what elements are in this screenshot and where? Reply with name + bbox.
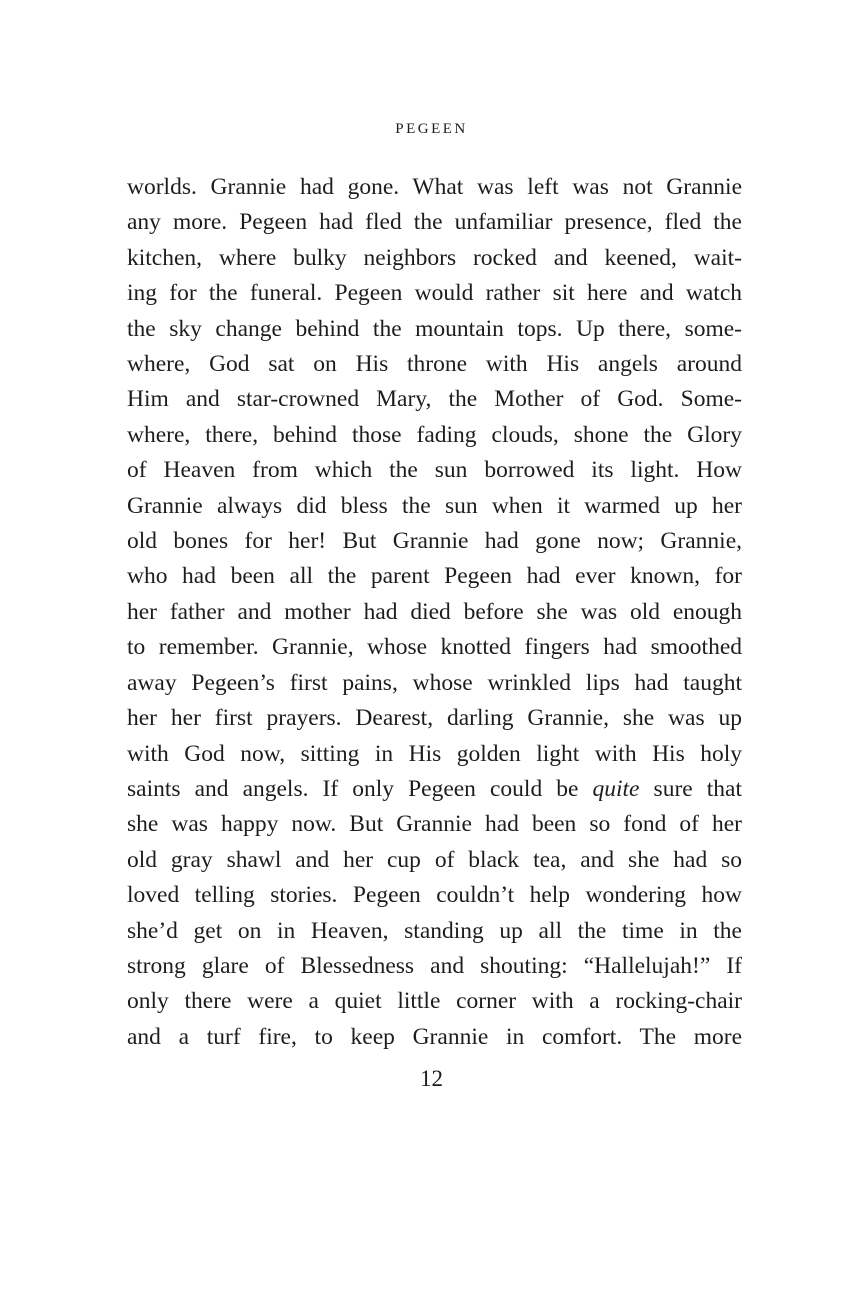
text-segment: old gray shawl and her cup of black tea, and she had so: [127, 846, 742, 873]
text-segment: any more. Pegeen had fled the unfamiliar presence, fled the: [127, 209, 742, 236]
text-line: [127, 595, 742, 630]
text-line: [127, 949, 742, 984]
text-segment: of Heaven from which the sun borrowed its light. How: [127, 457, 742, 484]
text-segment: kitchen, where bulky neighbors rocked and keened, wait-: [127, 244, 742, 271]
body-text: [127, 170, 742, 1055]
text-line: [127, 807, 742, 842]
text-segment: where, there, behind those fading clouds, shone the Glory: [127, 421, 742, 448]
running-head: PEGEEN: [395, 121, 468, 137]
text-line: [127, 878, 742, 913]
text-segment: her father and mother had died before she was old enough: [127, 598, 742, 625]
text-segment: she was happy now. But Grannie had been so fond of her: [127, 811, 742, 838]
text-segment: old bones for her! But Grannie had gone now; Grannie,: [127, 528, 742, 555]
text-line: [127, 772, 742, 807]
text-line: [127, 984, 742, 1019]
text-segment: Him and star-crowned Mary, the Mother of God. Some-: [127, 386, 742, 413]
text-segment: who had been all the parent Pegeen had ever known, for: [127, 563, 742, 590]
text-line: [127, 914, 742, 949]
text-line: [127, 170, 742, 205]
text-segment: with God now, sitting in His golden light with His holy: [127, 740, 742, 767]
text-segment: sure that: [639, 775, 742, 802]
text-segment: to remember. Grannie, whose knotted fingers had smoothed: [127, 634, 742, 661]
text-segment: worlds. Grannie had gone. What was left was not Grannie: [127, 174, 742, 200]
text-segment: the sky change behind the mountain tops. Up there, some-: [127, 315, 742, 342]
italic-text: quite: [592, 775, 640, 802]
text-segment: saints and angels. If only Pegeen could be: [127, 775, 593, 802]
text-line: [127, 205, 742, 240]
text-segment: where, God sat on His throne with His angels around: [127, 351, 742, 378]
text-line: [127, 737, 742, 772]
text-line: [127, 382, 742, 417]
text-segment: away Pegeen’s first pains, whose wrinkled lips had taught: [127, 669, 742, 696]
text-segment: she’d get on in Heaven, standing up all the time in the: [127, 917, 742, 944]
text-line: [127, 701, 742, 736]
text-line: [127, 276, 742, 311]
text-line: [127, 843, 742, 878]
text-line: [127, 241, 742, 276]
page-number: 12: [420, 1066, 443, 1091]
text-line: [127, 559, 742, 594]
text-line: [127, 630, 742, 665]
text-line: [127, 418, 742, 453]
text-line: [127, 489, 742, 524]
text-segment: only there were a quiet little corner with a rocking-chair: [127, 988, 742, 1015]
text-segment: and a turf fire, to keep Grannie in comfort. The more: [127, 1023, 742, 1050]
text-segment: ing for the funeral. Pegeen would rather sit here and watch: [127, 280, 742, 307]
text-line: [127, 453, 742, 488]
text-segment: loved telling stories. Pegeen couldn’t help wondering how: [127, 882, 742, 909]
text-line: [127, 347, 742, 382]
text-segment: Grannie always did bless the sun when it warmed up her: [127, 492, 742, 519]
text-line: [127, 666, 742, 701]
text-line: [127, 524, 742, 559]
text-segment: strong glare of Blessedness and shouting: “Hallelujah!” If: [127, 952, 742, 979]
text-segment: her her first prayers. Dearest, darling Grannie, she was up: [127, 705, 742, 732]
text-line: [127, 1020, 742, 1055]
text-line: [127, 312, 742, 347]
